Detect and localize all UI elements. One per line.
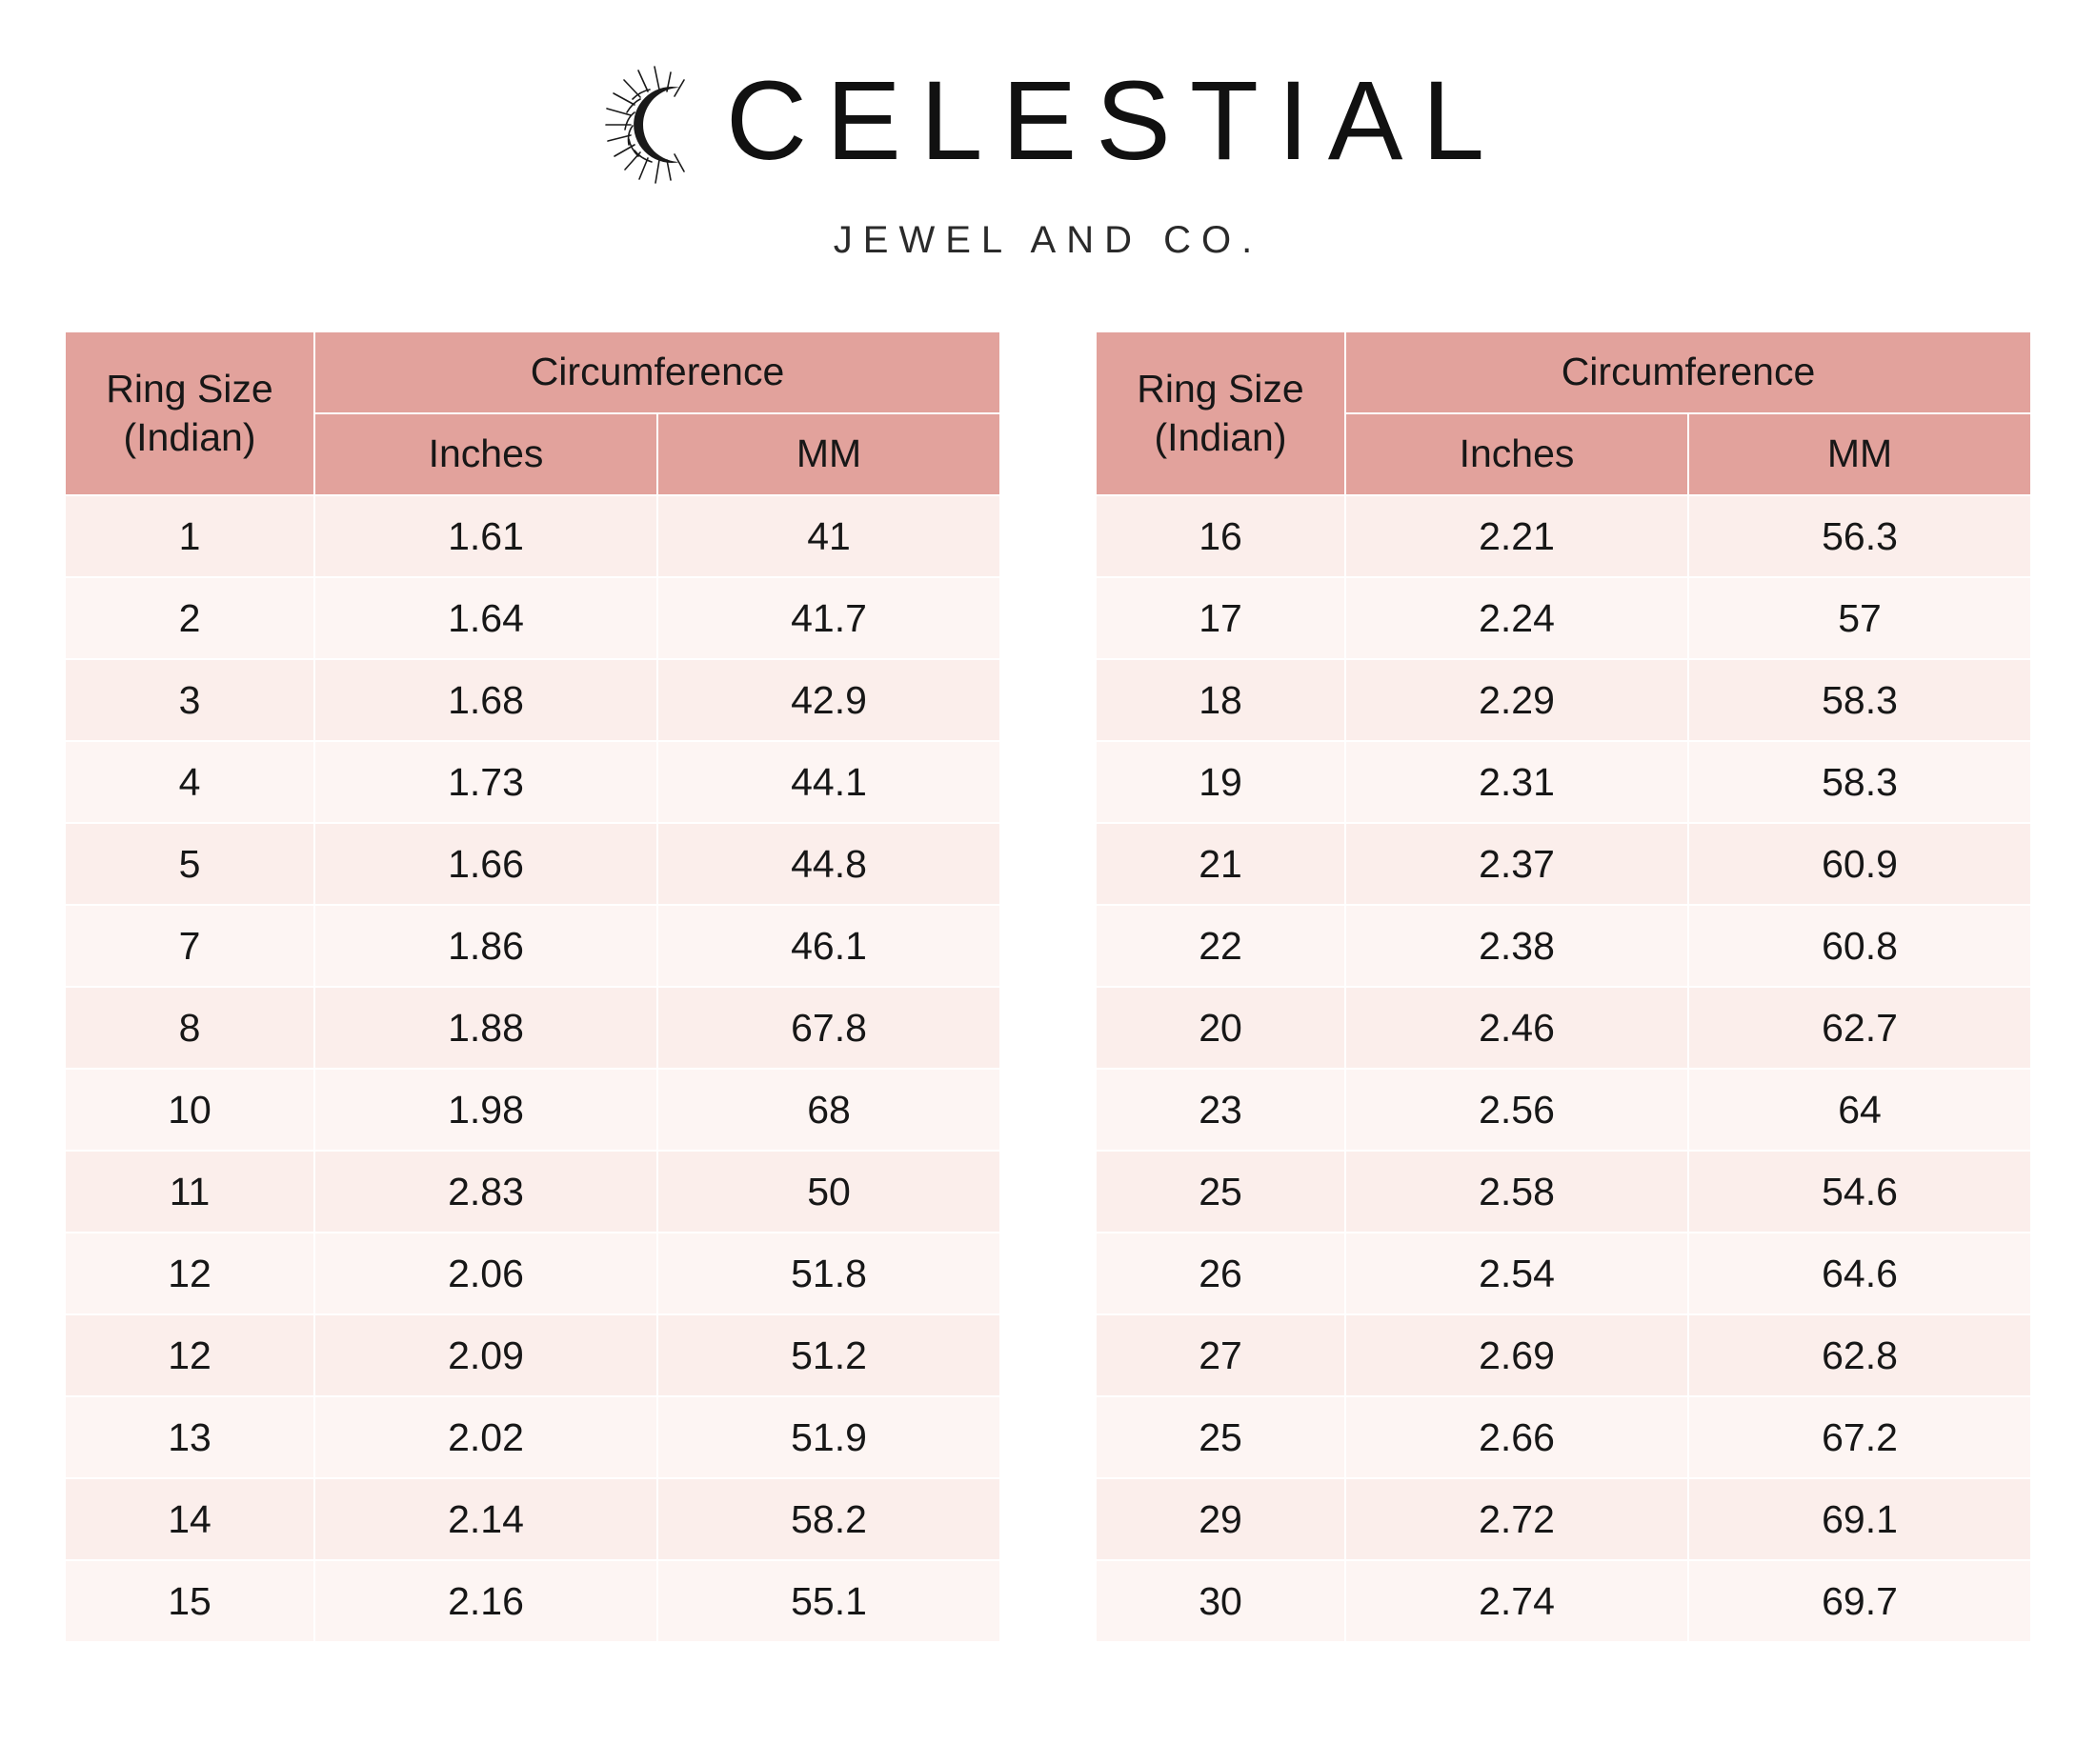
cell-inches: 2.37 (1345, 823, 1688, 905)
cell-size: 10 (65, 1069, 314, 1151)
cell-mm: 46.1 (657, 905, 1000, 987)
cell-inches: 2.31 (1345, 741, 1688, 823)
cell-mm: 69.1 (1688, 1478, 2031, 1560)
cell-mm: 51.9 (657, 1396, 1000, 1478)
cell-size: 16 (1096, 495, 1345, 577)
table-row (65, 987, 1000, 1069)
cell-size: 27 (1096, 1314, 1345, 1396)
header-circumference: Circumference (1345, 331, 2031, 413)
table-row (1096, 1233, 2031, 1314)
cell-size: 12 (65, 1233, 314, 1314)
ring-size-table-left (64, 331, 1001, 1643)
header-mm: MM (657, 413, 1000, 495)
sun-moon-icon (593, 53, 716, 196)
table-row (1096, 823, 2031, 905)
cell-size: 23 (1096, 1069, 1345, 1151)
cell-inches: 2.54 (1345, 1233, 1688, 1314)
cell-size: 13 (65, 1396, 314, 1478)
cell-inches: 2.38 (1345, 905, 1688, 987)
table-row (1096, 659, 2031, 741)
brand-row (0, 50, 2096, 192)
cell-mm: 42.9 (657, 659, 1000, 741)
brand-tagline: JEWEL AND CO. (833, 219, 1263, 261)
cell-inches: 1.66 (314, 823, 657, 905)
header-inches: Inches (1345, 413, 1688, 495)
cell-size: 22 (1096, 905, 1345, 987)
table-row (65, 1560, 1000, 1642)
header-circumference: Circumference (314, 331, 1000, 413)
cell-inches: 2.29 (1345, 659, 1688, 741)
cell-mm: 67.8 (657, 987, 1000, 1069)
cell-inches: 2.06 (314, 1233, 657, 1314)
brand-name: CELESTIAL (725, 58, 1504, 184)
cell-mm: 58.3 (1688, 659, 2031, 741)
header-inches: Inches (314, 413, 657, 495)
cell-size: 15 (65, 1560, 314, 1642)
table-row (65, 1151, 1000, 1233)
cell-mm: 51.8 (657, 1233, 1000, 1314)
cell-mm: 56.3 (1688, 495, 2031, 577)
cell-mm: 41 (657, 495, 1000, 577)
table-header-row (1096, 331, 2031, 413)
cell-inches: 2.24 (1345, 577, 1688, 659)
table-row (1096, 987, 2031, 1069)
table-row (1096, 495, 2031, 577)
header-mm: MM (1688, 413, 2031, 495)
size-tables-container (0, 331, 2096, 1643)
cell-mm: 55.1 (657, 1560, 1000, 1642)
cell-inches: 2.72 (1345, 1478, 1688, 1560)
cell-mm: 58.2 (657, 1478, 1000, 1560)
cell-inches: 2.21 (1345, 495, 1688, 577)
table-header-row (65, 331, 1000, 413)
table-row (1096, 1560, 2031, 1642)
table-row (1096, 577, 2031, 659)
cell-mm: 69.7 (1688, 1560, 2031, 1642)
cell-inches: 2.09 (314, 1314, 657, 1396)
cell-inches: 2.69 (1345, 1314, 1688, 1396)
table-row (65, 577, 1000, 659)
cell-inches: 1.86 (314, 905, 657, 987)
cell-inches: 1.68 (314, 659, 657, 741)
cell-mm: 51.2 (657, 1314, 1000, 1396)
cell-mm: 60.9 (1688, 823, 2031, 905)
cell-size: 7 (65, 905, 314, 987)
ring-size-table-right (1095, 331, 2032, 1643)
table-body-right (1096, 495, 2031, 1642)
table-row (1096, 1314, 2031, 1396)
cell-inches: 2.02 (314, 1396, 657, 1478)
cell-inches: 2.14 (314, 1478, 657, 1560)
cell-mm: 44.8 (657, 823, 1000, 905)
cell-size: 25 (1096, 1396, 1345, 1478)
table-row (65, 1069, 1000, 1151)
cell-size: 26 (1096, 1233, 1345, 1314)
cell-size: 12 (65, 1314, 314, 1396)
cell-inches: 2.16 (314, 1560, 657, 1642)
table-row (65, 1233, 1000, 1314)
cell-mm: 68 (657, 1069, 1000, 1151)
table-row (65, 659, 1000, 741)
table-row (1096, 905, 2031, 987)
table-row (65, 905, 1000, 987)
table-row (65, 1396, 1000, 1478)
cell-inches: 2.83 (314, 1151, 657, 1233)
cell-inches: 1.64 (314, 577, 657, 659)
cell-mm: 62.7 (1688, 987, 2031, 1069)
cell-size: 29 (1096, 1478, 1345, 1560)
cell-size: 4 (65, 741, 314, 823)
cell-mm: 62.8 (1688, 1314, 2031, 1396)
cell-size: 14 (65, 1478, 314, 1560)
cell-mm: 50 (657, 1151, 1000, 1233)
cell-mm: 67.2 (1688, 1396, 2031, 1478)
cell-inches: 1.98 (314, 1069, 657, 1151)
cell-inches: 1.88 (314, 987, 657, 1069)
cell-size: 30 (1096, 1560, 1345, 1642)
table-row (65, 1314, 1000, 1396)
cell-size: 17 (1096, 577, 1345, 659)
cell-size: 21 (1096, 823, 1345, 905)
cell-size: 19 (1096, 741, 1345, 823)
table-row (1096, 741, 2031, 823)
cell-size: 20 (1096, 987, 1345, 1069)
cell-mm: 60.8 (1688, 905, 2031, 987)
cell-mm: 64.6 (1688, 1233, 2031, 1314)
cell-inches: 2.56 (1345, 1069, 1688, 1151)
cell-size: 3 (65, 659, 314, 741)
table-row (1096, 1069, 2031, 1151)
cell-size: 1 (65, 495, 314, 577)
header-ring-size: Ring Size (Indian) (1096, 331, 1345, 495)
header-ring-size: Ring Size (Indian) (65, 331, 314, 495)
ring-size-chart-page (0, 50, 2096, 1764)
brand-header (0, 50, 2096, 262)
table-row (65, 495, 1000, 577)
cell-size: 25 (1096, 1151, 1345, 1233)
cell-mm: 64 (1688, 1069, 2031, 1151)
cell-mm: 44.1 (657, 741, 1000, 823)
cell-mm: 41.7 (657, 577, 1000, 659)
table-row (65, 1478, 1000, 1560)
table-row (65, 823, 1000, 905)
table-row (1096, 1478, 2031, 1560)
table-body-left (65, 495, 1000, 1642)
table-row (1096, 1151, 2031, 1233)
cell-mm: 57 (1688, 577, 2031, 659)
cell-inches: 1.73 (314, 741, 657, 823)
cell-size: 11 (65, 1151, 314, 1233)
table-row (1096, 1396, 2031, 1478)
cell-inches: 1.61 (314, 495, 657, 577)
cell-size: 5 (65, 823, 314, 905)
cell-size: 18 (1096, 659, 1345, 741)
cell-inches: 2.74 (1345, 1560, 1688, 1642)
cell-inches: 2.46 (1345, 987, 1688, 1069)
cell-inches: 2.58 (1345, 1151, 1688, 1233)
cell-mm: 58.3 (1688, 741, 2031, 823)
cell-inches: 2.66 (1345, 1396, 1688, 1478)
table-row (65, 741, 1000, 823)
cell-size: 2 (65, 577, 314, 659)
cell-size: 8 (65, 987, 314, 1069)
cell-mm: 54.6 (1688, 1151, 2031, 1233)
